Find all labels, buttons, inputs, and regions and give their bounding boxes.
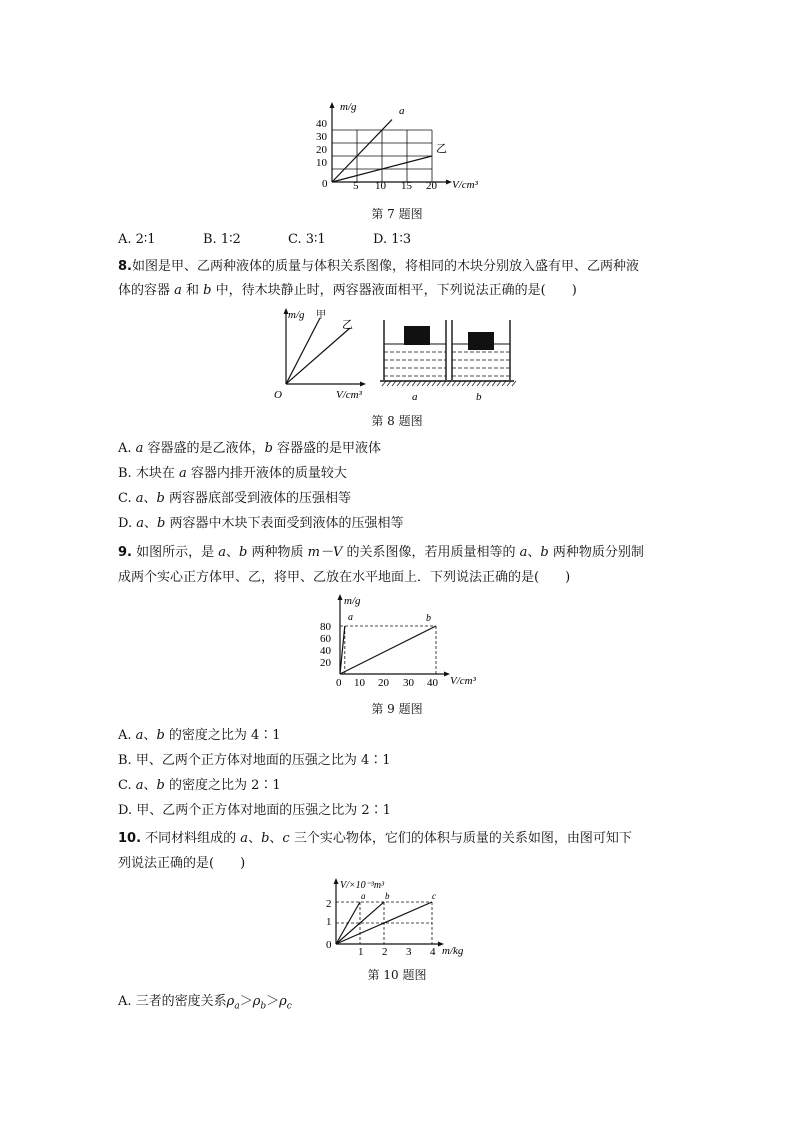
q9-opt-a-var2: b — [156, 728, 165, 743]
q10-opt-a-rho3: ρ — [279, 994, 287, 1009]
q9-series-line-0 — [340, 626, 345, 674]
q8-series-jia-label: 甲 — [316, 310, 326, 321]
q10-xlabel: m/kg — [442, 945, 464, 957]
q7-options — [118, 231, 411, 249]
q7-option-a[interactable]: A. 2∶1 — [118, 232, 156, 247]
q8-container-b — [452, 320, 510, 380]
q10-series-a-label: a — [361, 891, 366, 901]
q9-xtick-40: 40 — [427, 677, 438, 688]
q9-stem-text1b: 两种物质 — [247, 545, 308, 560]
q8-opt-c-var2: b — [156, 491, 165, 506]
q10-xtick-1: 1 — [358, 946, 364, 958]
q8-option-c[interactable] — [118, 490, 351, 508]
q10-opt-a-sub-b: b — [260, 1001, 267, 1012]
q9-stem-sep1: 、 — [226, 545, 240, 560]
q9-stem-line2: 成两个实心正方体甲、乙，将甲、乙放在水平地面上．下列说法正确的是( ) — [118, 570, 571, 585]
q10-ytick-1: 1 — [326, 916, 332, 928]
q9-stem-text1a: 如图所示，是 — [131, 545, 219, 560]
q7-ytick-40: 40 — [316, 118, 327, 130]
q8-opt-c-text1: 两容器底部受到液体的压强相等 — [164, 491, 351, 506]
q8-opt-b-text1: 容器内排开液体的质量较大 — [186, 466, 347, 481]
q8-container-b-label: b — [476, 391, 482, 403]
q10-ytick-2: 2 — [326, 898, 332, 910]
q9-stem-var-a2: a — [519, 545, 528, 560]
q9-series-a-label: a — [348, 612, 353, 623]
q10-opt-a-gt2: ＞ — [266, 994, 280, 1009]
q7-chart — [300, 100, 500, 196]
q8-option-d[interactable] — [118, 515, 403, 533]
q8-x-arrow — [360, 382, 366, 387]
q10-stem-text1b: 三个实心物体，它们的体积与质量的关系如图，由图可知下 — [289, 831, 632, 846]
q9-ylabel: m/g — [344, 595, 361, 607]
q9-opt-a-prefix: A. — [118, 728, 136, 743]
q7-y-arrow — [330, 102, 335, 108]
q7-xlabel: V/cm³ — [452, 179, 478, 191]
q9-opt-c-prefix: C. — [118, 778, 136, 793]
q8-stem-line1 — [118, 258, 639, 276]
q8-block-a — [404, 326, 430, 345]
q9-option-b[interactable]: B. 甲、乙两个正方体对地面的压强之比为 4∶1 — [118, 753, 391, 768]
q9-stem-sep2: 、 — [527, 545, 541, 560]
q8-opt-a-text1: 容器盛的是乙液体， — [143, 441, 265, 456]
q9-number: 9. — [118, 545, 132, 560]
q10-opt-a-prefix: A. 三者的密度关系 — [118, 994, 227, 1009]
q8-opt-b-prefix: B. 木块在 — [118, 466, 179, 481]
q9-ytick-40: 40 — [320, 645, 331, 657]
q10-stem-line1 — [118, 830, 632, 848]
q7-xtick-20: 20 — [426, 180, 437, 192]
q10-xtick-3: 3 — [406, 946, 412, 958]
q8-opt-b-var1: a — [178, 466, 187, 481]
q10-opt-a-rho2: ρ — [252, 994, 261, 1009]
q8-opt-d-prefix: D. — [118, 516, 137, 531]
q8-series-yi-label: 乙 — [342, 319, 353, 331]
q10-stem-var-a: a — [240, 831, 249, 846]
q8-opt-c-var1: a — [135, 491, 144, 506]
q8-caption: 第 8 题图 — [371, 414, 423, 428]
q10-stem-var-b: b — [261, 831, 270, 846]
q8-ylabel: m/g — [288, 309, 305, 321]
q8-block-b — [468, 332, 494, 350]
q9-stem-var-b1: b — [239, 545, 248, 560]
q10-caption: 第 10 题图 — [367, 968, 427, 982]
q8-opt-d-text1: 两容器中木块下表面受到液体的压强相等 — [165, 516, 404, 531]
q7-ylabel: m/g — [340, 101, 357, 113]
q8-opt-c-sep: 、 — [143, 491, 157, 506]
q8-opt-a-var1: a — [135, 441, 144, 456]
q7-ytick-10: 10 — [316, 157, 327, 169]
q10-opt-a-gt1: ＞ — [239, 994, 253, 1009]
q10-number: 10. — [118, 831, 142, 846]
q8-container-a — [384, 320, 446, 380]
q8-stem-var-a: a — [174, 283, 182, 298]
q8-option-b[interactable] — [118, 465, 347, 483]
q10-ytick-0: 0 — [326, 939, 332, 951]
q9-xtick-20: 20 — [378, 677, 389, 688]
q10-opt-a-sub-a: a — [234, 1001, 240, 1012]
q7-xtick-5: 5 — [353, 180, 359, 192]
q9-option-a[interactable] — [118, 727, 281, 745]
q9-series-b-label: b — [426, 613, 431, 624]
q7-option-d[interactable]: D. 1∶3 — [373, 232, 412, 247]
q8-container-a-label: a — [412, 391, 418, 403]
q8-stem-text2c: 中，待木块静止时，两容器液面相平，下列说法正确的是( ) — [211, 283, 577, 298]
q8-xlabel: V/cm³ — [336, 389, 362, 401]
q9-opt-a-sep: 、 — [143, 728, 157, 743]
q9-stem-var-a1: a — [218, 545, 227, 560]
q10-stem-var-c: c — [282, 831, 290, 846]
q9-ytick-20: 20 — [320, 657, 331, 669]
q8-opt-c-prefix: C. — [118, 491, 136, 506]
q10-xtick-4: 4 — [430, 946, 436, 958]
q10-stem-text1a: 不同材料组成的 — [141, 831, 241, 846]
q7-xtick-15: 15 — [401, 180, 412, 192]
q8-series-jia-line — [286, 318, 320, 384]
q10-xtick-2: 2 — [382, 946, 388, 958]
q9-opt-a-var1: a — [135, 728, 144, 743]
q9-series-lines — [340, 626, 436, 674]
q8-opt-a-text2: 容器盛的是甲液体 — [272, 441, 382, 456]
q10-y-arrow — [334, 878, 339, 884]
q9-ytick-0: 0 — [336, 677, 342, 688]
q8-opt-a-prefix: A. — [118, 441, 136, 456]
q9-opt-c-var1: a — [135, 778, 144, 793]
q9-stem-text1c: 的关系图像，若用质量相等的 — [342, 545, 520, 560]
q8-opt-a-var2: b — [264, 441, 273, 456]
q9-opt-c-text1: 的密度之比为 2∶1 — [164, 778, 281, 793]
q10-ylabel: V/×10⁻³m³ — [340, 880, 385, 891]
q8-number: 8. — [118, 259, 132, 274]
q7-ytick-30: 30 — [316, 131, 327, 143]
q8-stem-text2b: 和 — [181, 283, 204, 298]
q7-series-yi-label: 乙 — [436, 143, 447, 155]
q8-opt-d-var1: a — [136, 516, 144, 531]
q9-stem-line1 — [118, 544, 644, 562]
q9-stem-mv: m－V — [307, 545, 343, 560]
q7-ytick-20: 20 — [316, 144, 327, 156]
q8-stem-var-b: b — [203, 283, 212, 298]
q9-option-c[interactable] — [118, 777, 281, 795]
q8-figure — [270, 306, 520, 406]
q8-option-a[interactable] — [118, 440, 381, 458]
q9-series-line-1 — [340, 626, 436, 674]
q9-stem-text1d: 两种物质分别制 — [548, 545, 644, 560]
q9-chart — [310, 590, 490, 688]
q7-xtick-10: 10 — [375, 180, 386, 192]
q7-option-b[interactable]: B. 1∶2 — [203, 232, 241, 247]
q9-opt-c-sep: 、 — [143, 778, 157, 793]
q9-xlabel: V/cm³ — [450, 675, 476, 687]
q9-caption: 第 9 题图 — [371, 702, 423, 716]
q10-opt-a-rho1: ρ — [226, 994, 235, 1009]
q7-ytick-0: 0 — [322, 178, 328, 190]
q9-stem-var-b2: b — [540, 545, 549, 560]
q9-ytick-60: 60 — [320, 633, 331, 645]
q10-stem-sep1: 、 — [248, 831, 262, 846]
q7-series-a-label: a — [399, 105, 405, 117]
q10-stem-line2: 列说法正确的是( ) — [118, 856, 246, 871]
q8-stem-text2a: 体的容器 — [118, 283, 175, 298]
q7-grid — [332, 130, 432, 182]
q8-series-yi-line — [286, 328, 350, 384]
q8-stem-line2 — [118, 282, 577, 300]
q7-caption: 第 7 题图 — [371, 207, 423, 221]
q7-series-line-0 — [332, 120, 392, 182]
q10-option-a[interactable] — [118, 993, 292, 1016]
q9-opt-a-text1: 的密度之比为 4∶1 — [164, 728, 281, 743]
q9-y-arrow — [338, 594, 343, 600]
q9-xtick-10: 10 — [354, 677, 365, 688]
q8-stem-text1: 如图是甲、乙两种液体的质量与体积关系图像，将相同的木块分别放入盛有甲、乙两种液 — [131, 259, 639, 274]
q9-opt-c-var2: b — [156, 778, 165, 793]
q8-opt-d-sep: 、 — [144, 516, 158, 531]
q9-xtick-30: 30 — [403, 677, 414, 688]
q10-series-b-label: b — [385, 891, 390, 901]
q10-opt-a-sub-c: c — [286, 1001, 292, 1012]
q10-series-c-label: c — [432, 891, 436, 901]
q10-chart — [318, 874, 488, 958]
q8-opt-d-var2: b — [157, 516, 166, 531]
q7-option-c[interactable]: C. 3∶1 — [288, 232, 326, 247]
q8-origin: O — [274, 389, 282, 401]
q9-option-d[interactable]: D. 甲、乙两个正方体对地面的压强之比为 2∶1 — [118, 803, 391, 818]
q10-stem-sep2: 、 — [269, 831, 283, 846]
q9-ytick-80: 80 — [320, 621, 331, 633]
